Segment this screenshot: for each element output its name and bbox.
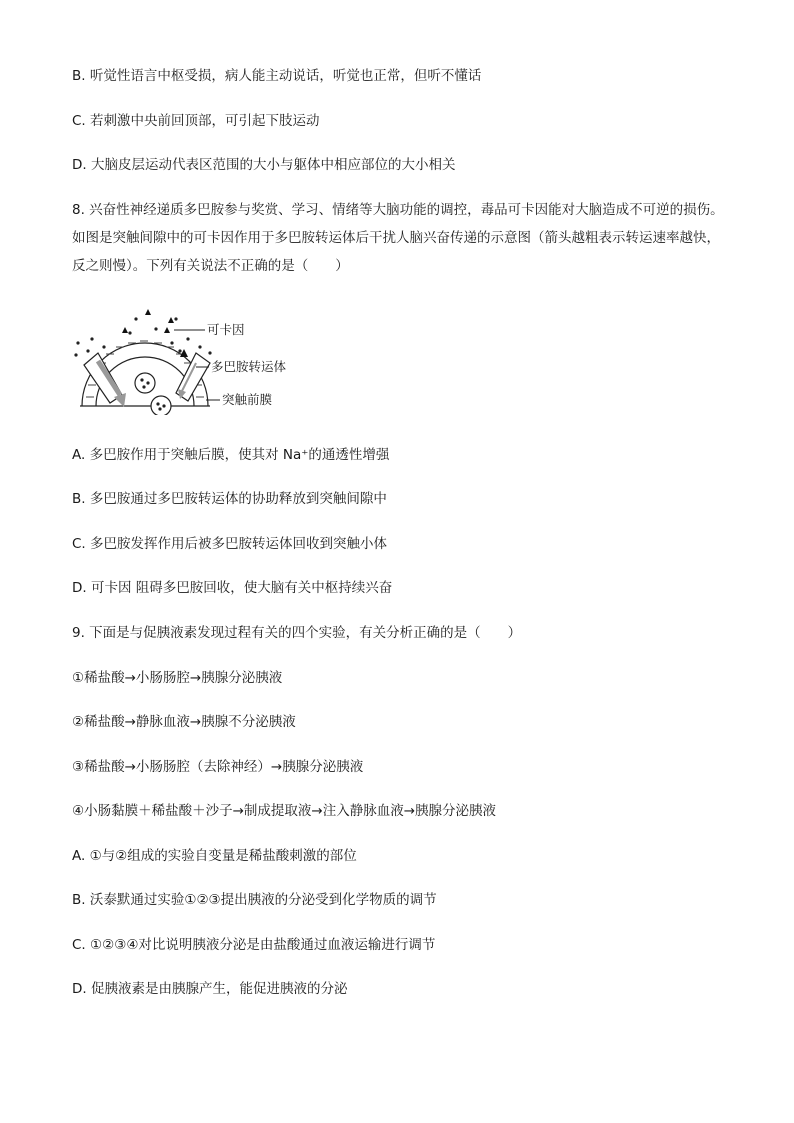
q9-option-a: A. ①与②组成的实验自变量是稀盐酸刺激的部位 xyxy=(72,848,357,864)
q9-option-b: B. 沃泰默通过实验①②③提出胰液的分泌受到化学物质的调节 xyxy=(72,892,437,908)
q9-experiment-3: ③稀盐酸→小肠肠腔（去除神经）→胰腺分泌胰液 xyxy=(72,759,364,775)
q8-option-b: B. 多巴胺通过多巴胺转运体的协助释放到突触间隙中 xyxy=(72,491,387,507)
q7-option-c: C. 若刺激中央前回顶部，可引起下肢运动 xyxy=(72,113,320,129)
label-cocaine: 可卡因 xyxy=(207,322,245,337)
q7-option-d: D. 大脑皮层运动代表区范围的大小与躯体中相应部位的大小相关 xyxy=(72,157,456,173)
q8-option-c: C. 多巴胺发挥作用后被多巴胺转运体回收到突触小体 xyxy=(72,536,388,552)
q9-experiment-1: ①稀盐酸→小肠肠腔→胰腺分泌胰液 xyxy=(72,670,283,686)
label-dopamine-transporter: 多巴胺转运体 xyxy=(211,359,287,374)
q8-stem: 8. 兴奋性神经递质多巴胺参与奖赏、学习、情绪等大脑功能的调控，毒品可卡因能对大脑造成不可逆的损伤。如图是突触间隙中的可卡因作用于多巴胺转运体后干扰人脑兴奋传递的示意图（箭头越粗表示转运速率越快，反之则慢）。下列有关说法不正确的是（ ） xyxy=(72,202,724,274)
synapse-diagram-svg xyxy=(70,305,310,415)
q9-stem: 9. 下面是与促胰液素发现过程有关的四个实验，有关分析正确的是（ ） xyxy=(72,625,522,641)
q9-option-d: D. 促胰液素是由胰腺产生，能促进胰液的分泌 xyxy=(72,981,348,997)
q9-option-c: C. ①②③④对比说明胰液分泌是由盐酸通过血液运输进行调节 xyxy=(72,937,436,953)
label-presynaptic-membrane: 突触前膜 xyxy=(222,392,273,407)
q7-option-b: B. 听觉性语言中枢受损，病人能主动说话，听觉也正常，但听不懂话 xyxy=(72,68,482,84)
cocaine-molecules xyxy=(122,309,174,333)
vesicle xyxy=(151,396,171,415)
synapse-diagram xyxy=(70,305,310,415)
q8-option-a: A. 多巴胺作用于突触后膜，使其对 Na⁺的通透性增强 xyxy=(72,447,390,463)
q9-experiment-2: ②稀盐酸→静脉血液→胰腺不分泌胰液 xyxy=(72,714,296,730)
q9-experiment-4: ④小肠黏膜＋稀盐酸＋沙子→制成提取液→注入静脉血液→胰腺分泌胰液 xyxy=(72,803,497,819)
vesicle xyxy=(135,373,155,393)
q8-option-d: D. 可卡因 阻碍多巴胺回收，使大脑有关中枢持续兴奋 xyxy=(72,580,393,596)
